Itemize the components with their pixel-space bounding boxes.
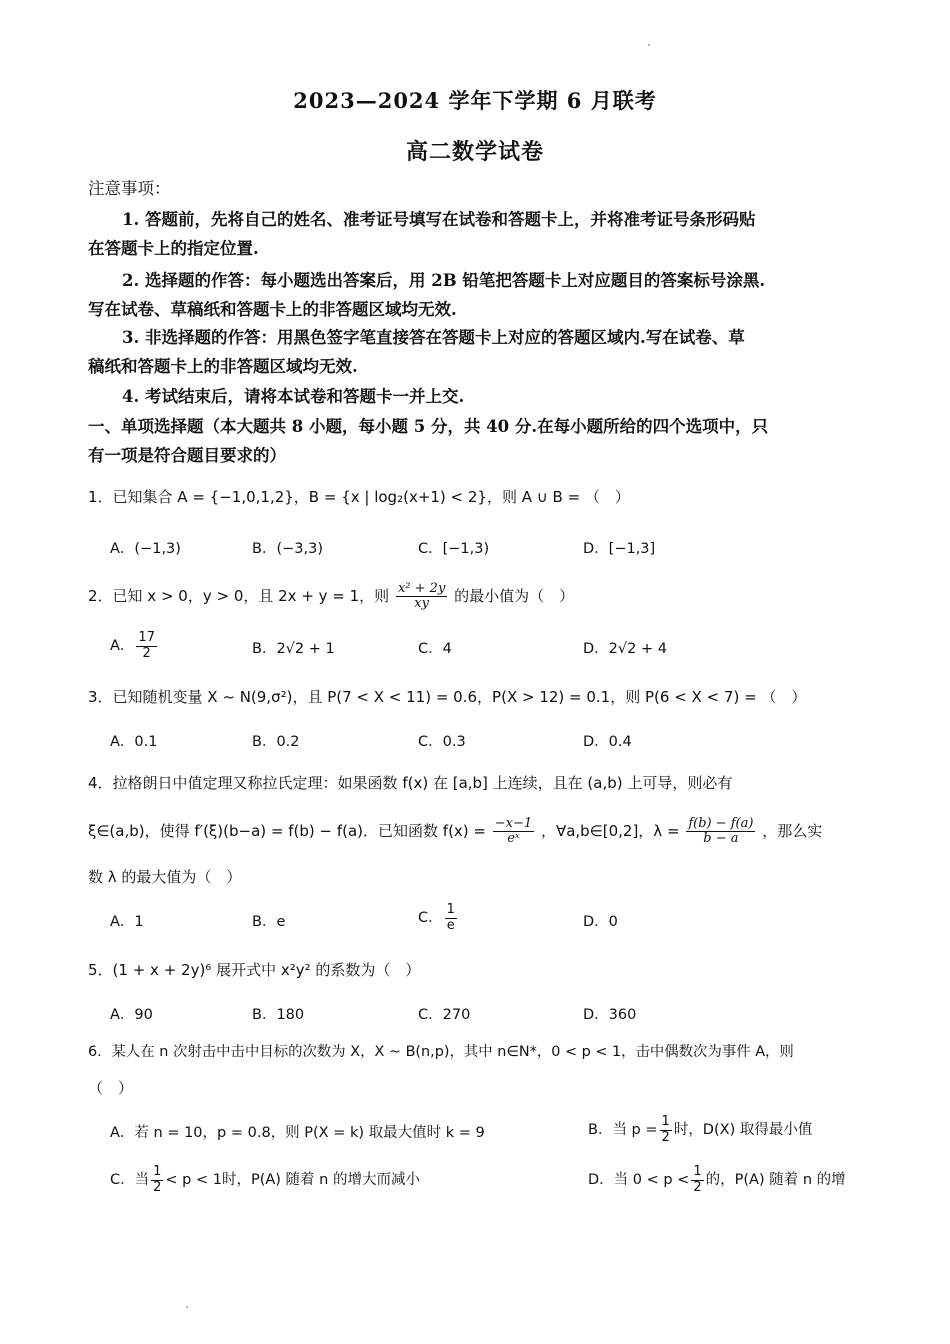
notice-heading: 注意事项： (88, 179, 171, 198)
question-5-option-b: B．180 (252, 1007, 305, 1023)
question-3-stem: 3．已知随机变量 X ~ N(9,σ²)，且 P(7 < X < 11) = 0.6，P(X > 12) = 0.1，则 P(6 < X < 7) = （ ） (88, 688, 807, 706)
notice-item-3-line-2: 稿纸和答题卡上的非答题区域均无效. (88, 357, 358, 376)
scan-speck (648, 44, 650, 46)
question-6-option-c-post: < p < 1时，P(A) 随着 n 的增大而减小 (165, 1172, 420, 1188)
question-6-option-b-post: 时，D(X) 取得最小值 (673, 1122, 813, 1138)
question-4-option-c-label: C． (418, 910, 443, 926)
question-4-option-b: B．e (252, 914, 286, 930)
question-4-line-3: 数 λ 的最大值为（ ） (88, 868, 242, 886)
question-3-option-d: D．0.4 (583, 734, 632, 750)
question-5-option-d: D．360 (583, 1007, 637, 1023)
question-2-option-a-numerator: 17 (138, 630, 155, 646)
scan-speck (186, 1306, 188, 1308)
notice-item-1-line-1: 1. 答题前，先将自己的姓名、准考证号填写在试卷和答题卡上，并将准考证号条形码贴 (122, 210, 756, 229)
question-6-option-c (110, 1160, 420, 1200)
question-4-lambda-denominator: b − a (703, 831, 739, 846)
question-5-stem: 5．(1 + x + 2y)⁶ 展开式中 x²y² 的系数为（ ） (88, 961, 421, 979)
question-2-stem-post: 的最小值为（ ） (454, 587, 575, 605)
question-2-option-a-denominator: 2 (142, 645, 151, 661)
question-4-line-2-mid: ，∀a,b∈[0,2]，λ = (540, 822, 680, 840)
question-2-option-c: C．4 (418, 641, 452, 657)
notice-item-3-line-1: 3. 非选择题的作答：用黑色签字笔直接答在答题卡上对应的答题区域内.写在试卷、草 (122, 328, 745, 347)
question-4-option-c (418, 898, 459, 938)
question-2-fraction-numerator: x² + 2y (397, 580, 446, 596)
question-2-option-a-label: A． (110, 638, 135, 654)
question-6-option-b (588, 1110, 812, 1150)
question-2-fraction-denominator: xy (414, 596, 429, 611)
notice-item-1-line-2: 在答题卡上的指定位置. (88, 239, 259, 258)
question-6-option-c-denominator: 2 (153, 1179, 162, 1195)
question-1-option-a: A．(−1,3) (110, 541, 181, 557)
question-6-line-1: 6．某人在 n 次射击中击中目标的次数为 X，X ~ B(n,p)，其中 n∈N*，0 < p < 1，击中偶数次为事件 A，则 (88, 1044, 794, 1060)
question-4-option-c-denominator: e (446, 917, 455, 933)
question-6-option-d-fraction (691, 1165, 703, 1195)
notice-item-2-line-1: 2. 选择题的作答：每小题选出答案后，用 2B 铅笔把答题卡上对应题目的答案标号涂黑. (122, 271, 766, 290)
question-4-option-a: A．1 (110, 914, 144, 930)
question-4-option-c-numerator: 1 (446, 902, 455, 918)
question-6-option-d (588, 1160, 846, 1200)
question-6-option-c-pre: C．当 (110, 1172, 150, 1188)
exam-title: 2023—2024 学年下学期 6 月联考 (293, 88, 657, 113)
question-4-lambda-numerator: f(b) − f(a) (688, 815, 754, 831)
question-6-option-c-fraction (151, 1165, 163, 1195)
question-5-option-a: A．90 (110, 1007, 153, 1023)
question-5-option-c: C．270 (418, 1007, 471, 1023)
question-4-function-denominator: eˣ (507, 831, 520, 846)
question-6-option-d-denominator: 2 (693, 1179, 702, 1195)
question-4-option-c-fraction (445, 903, 457, 933)
question-6-option-b-numerator: 1 (661, 1114, 670, 1130)
question-4-line-2-pre: ξ∈(a,b)，使得 f′(ξ)(b−a) = f(b) − f(a)．已知函数 f(x) = (88, 822, 486, 840)
question-6-option-b-denominator: 2 (661, 1129, 670, 1145)
question-3-option-c: C．0.3 (418, 734, 466, 750)
question-4-function-numerator: −x−1 (494, 815, 533, 831)
question-4-line-2 (88, 808, 868, 854)
question-4-function-fraction (493, 817, 534, 847)
question-2-stem (88, 573, 868, 619)
question-2-option-d: D．2√2 + 4 (583, 641, 667, 657)
question-1-option-d: D．[−1,3] (583, 541, 656, 557)
question-6-option-d-pre: D．当 0 < p < (588, 1172, 690, 1188)
question-4-line-2-post: ，那么实 (762, 822, 823, 840)
section-1-heading-line-1: 一、单项选择题（本大题共 8 小题，每小题 5 分，共 40 分.在每小题所给的四个选项中，只 (88, 417, 769, 436)
question-4-option-d: D．0 (583, 914, 618, 930)
question-1-stem: 1．已知集合 A = {−1,0,1,2}，B = {x | log₂(x+1) < 2}，则 A ∪ B = （ ） (88, 488, 630, 506)
notice-item-2-line-2: 写在试卷、草稿纸和答题卡上的非答题区域均无效. (88, 300, 457, 319)
question-6-option-a: A．若 n = 10，p = 0.8，则 P(X = k) 取最大值时 k = 9 (110, 1125, 485, 1141)
question-4-lambda-fraction (686, 817, 755, 847)
notice-item-4: 4. 考试结束后，请将本试卷和答题卡一并上交. (122, 387, 465, 406)
question-3-option-a: A．0.1 (110, 734, 158, 750)
question-1-option-b: B．(−3,3) (252, 541, 323, 557)
section-1-heading-line-2: 有一项是符合题目要求的） (88, 446, 286, 465)
question-4-line-1: 4．拉格朗日中值定理又称拉氏定理：如果函数 f(x) 在 [a,b] 上连续，且在 (a,b) 上可导，则必有 (88, 774, 733, 792)
question-1-option-c: C．[−1,3) (418, 541, 490, 557)
question-6-option-c-numerator: 1 (153, 1164, 162, 1180)
exam-subtitle: 高二数学试卷 (405, 139, 544, 165)
question-6-option-b-fraction (660, 1115, 672, 1145)
question-6-option-b-pre: B．当 p = (588, 1122, 658, 1138)
question-6-option-d-post: 的，P(A) 随着 n 的增 (705, 1172, 846, 1188)
question-2-stem-pre: 2．已知 x > 0，y > 0，且 2x + y = 1，则 (88, 587, 390, 605)
question-6-line-2: （ ） (88, 1079, 134, 1097)
question-2-fraction (396, 582, 447, 612)
question-2-option-b: B．2√2 + 1 (252, 641, 335, 657)
question-2-option-a (110, 626, 159, 666)
question-3-option-b: B．0.2 (252, 734, 300, 750)
question-6-option-d-numerator: 1 (693, 1164, 702, 1180)
question-2-option-a-fraction (136, 631, 157, 661)
